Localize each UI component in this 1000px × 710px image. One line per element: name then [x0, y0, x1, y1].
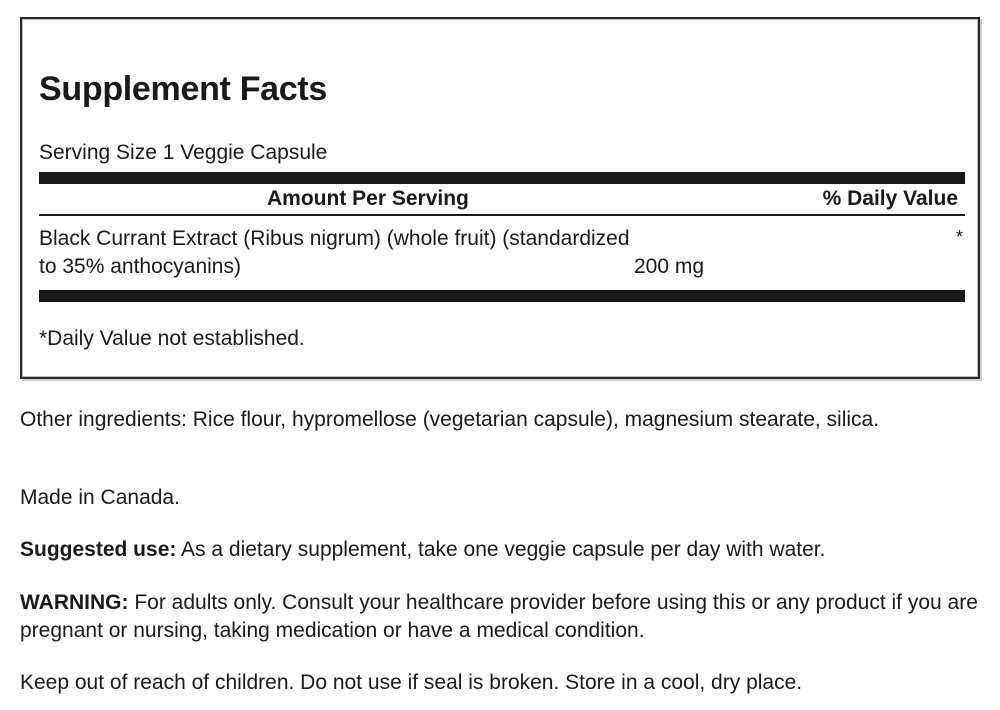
divider-thick-top	[39, 172, 965, 184]
ingredient-row	[39, 225, 965, 285]
daily-value-footnote: *Daily Value not established.	[39, 327, 305, 350]
ingredient-name-line1: Black Currant Extract (Ribus nigrum) (whole fruit) (standardized	[39, 227, 630, 250]
supplement-facts-panel	[20, 17, 980, 379]
facts-header-row	[39, 184, 965, 214]
amount-per-serving-header: Amount Per Serving	[267, 187, 469, 210]
other-ingredients: Other ingredients: Rice flour, hypromellose (vegetarian capsule), magnesium stearate, silica.	[20, 408, 880, 431]
storage-instructions: Keep out of reach of children. Do not use if seal is broken. Store in a cool, dry place.	[20, 671, 803, 694]
warning-text: For adults only. Consult your healthcare provider before using this or any product if you are pregnant or nursing, taking medication or have a medical condition.	[20, 591, 978, 642]
suggested-use	[20, 536, 980, 564]
ingredient-name-line2: to 35% anthocyanins)	[39, 255, 241, 278]
daily-value-header: % Daily Value	[822, 187, 958, 210]
warning-label: WARNING:	[20, 591, 129, 614]
ingredient-amount: 200 mg	[634, 255, 705, 278]
warning	[20, 589, 980, 645]
country-of-origin: Made in Canada.	[20, 486, 180, 509]
divider-thick-bottom	[39, 290, 965, 302]
suggested-use-text: As a dietary supplement, take one veggie capsule per day with water.	[176, 538, 826, 561]
divider-thin	[39, 214, 965, 216]
serving-size: Serving Size 1 Veggie Capsule	[39, 141, 328, 164]
ingredient-daily-value: *	[955, 227, 963, 247]
suggested-use-label: Suggested use:	[20, 538, 177, 561]
panel-title: Supplement Facts	[39, 70, 328, 108]
